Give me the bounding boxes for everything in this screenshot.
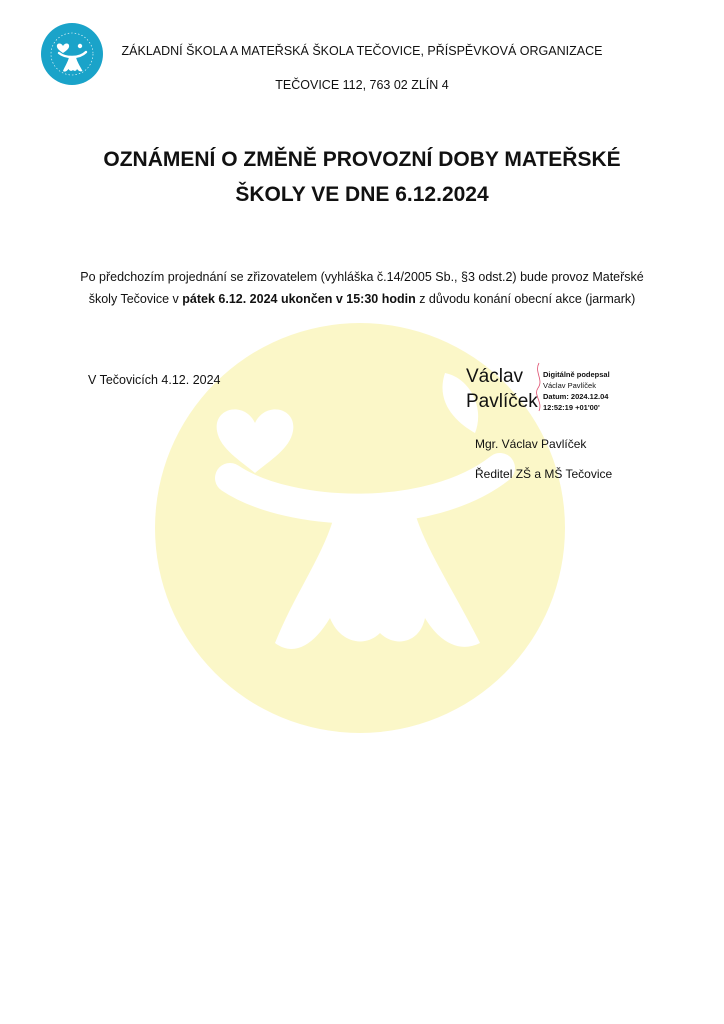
- school-name-header: ZÁKLADNÍ ŠKOLA A MATEŘSKÁ ŠKOLA TEČOVICE, PŘÍSPĚVKOVÁ ORGANIZACE: [121, 44, 603, 58]
- signature-name-line-2: Pavlíček: [466, 391, 538, 412]
- announcement-text-1: Po předchozím projednání se zřizovatelem (vyhláška č.14/2005 Sb., §3 odst.2) bude provoz Mateřské školy Tečovice v: [80, 270, 644, 306]
- signature-name: [466, 364, 538, 414]
- title-line-2: ŠKOLY VE DNE 6.12.2024: [235, 183, 489, 206]
- signature-info-line-3: Datum: 2024.12.04: [543, 392, 609, 401]
- signature-name-line-1: Václav: [466, 366, 524, 387]
- page-title: [60, 142, 664, 212]
- signer-role: Ředitel ZŠ a MŠ Tečovice: [475, 467, 613, 481]
- announcement-highlight: pátek 6.12. 2024 ukončen v 15:30 hodin: [182, 292, 416, 306]
- signer-name: Mgr. Václav Pavlíček: [475, 437, 587, 451]
- school-address-header: TEČOVICE 112, 763 02 ZLÍN 4: [275, 78, 449, 92]
- place-date: V Tečovicích 4.12. 2024: [88, 373, 221, 387]
- title-line-1: OZNÁMENÍ O ZMĚNĚ PROVOZNÍ DOBY MATEŘSKÉ: [103, 148, 621, 171]
- digital-signature-info: [543, 369, 610, 413]
- announcement-text-2: z důvodu konání obecní akce (jarmark): [415, 292, 636, 306]
- signature-info-line-4: 12:52:19 +01'00': [543, 403, 600, 412]
- signature-info-line-1: Digitálně podepsal: [543, 370, 610, 379]
- announcement-paragraph: [70, 266, 654, 310]
- signature-info-line-2: Václav Pavlíček: [543, 381, 596, 390]
